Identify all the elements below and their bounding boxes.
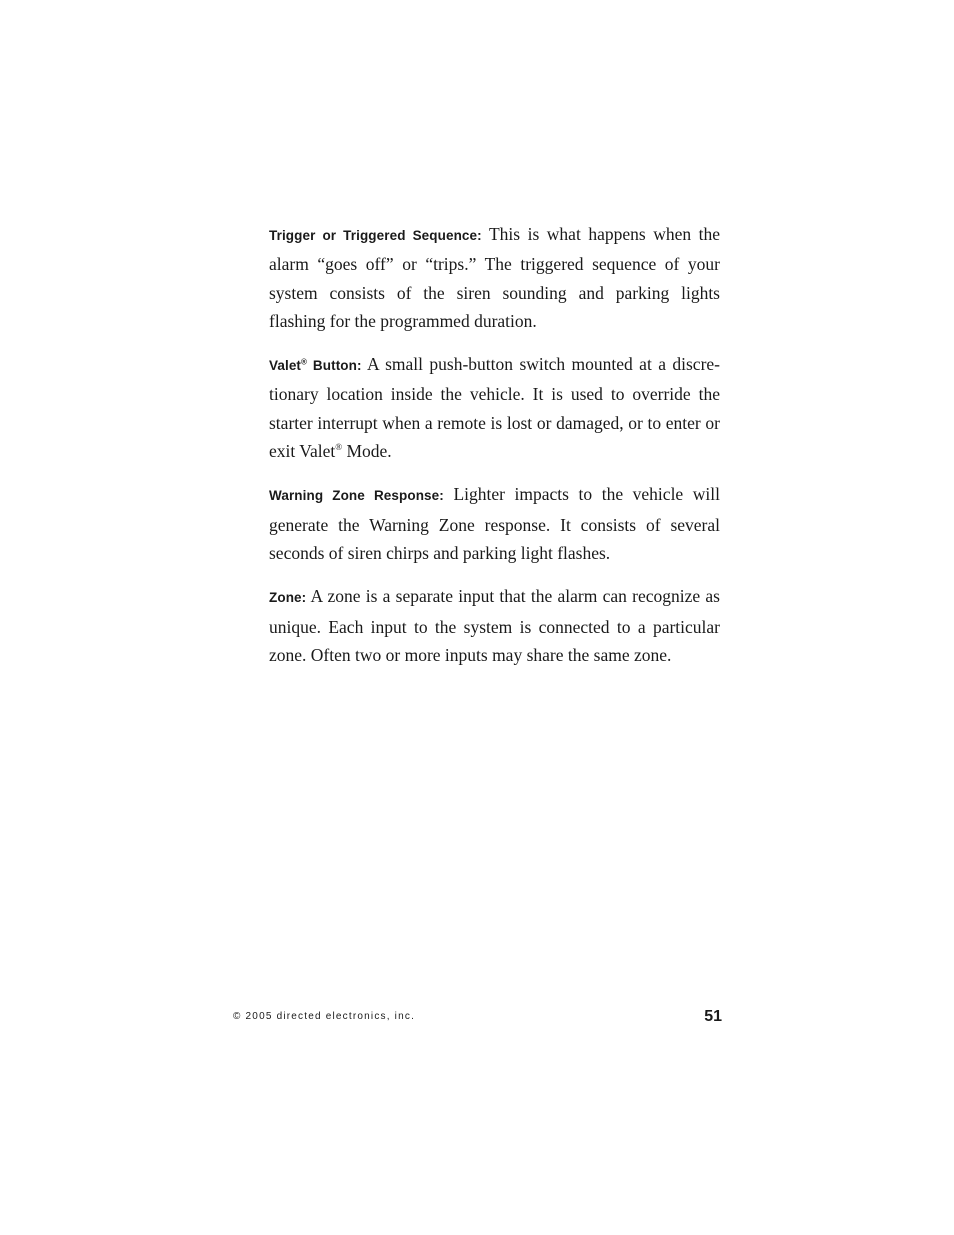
registered-mark: ® bbox=[335, 442, 343, 453]
glossary-content bbox=[269, 220, 720, 684]
glossary-term: Warning Zone Response: bbox=[269, 488, 444, 504]
glossary-definition: Lighter impacts to the vehicle will generate the Warning Zone response. It consists of several seconds of siren chirps and parking light flashes. bbox=[269, 484, 720, 563]
glossary-entry-warning-zone-response bbox=[269, 480, 720, 567]
glossary-term: Zone: bbox=[269, 590, 307, 606]
glossary-entry-zone bbox=[269, 582, 720, 669]
term-text: Button: bbox=[307, 358, 362, 374]
term-text: Valet bbox=[269, 358, 302, 374]
definition-text: Mode. bbox=[342, 441, 392, 462]
glossary-term: Trigger or Triggered Sequence: bbox=[269, 228, 482, 243]
glossary-definition: This is what happens when the alarm “goes off” or “trips.” The triggered sequence of your system consists of the siren sounding and parking lights flashing for the programmed duration. bbox=[269, 224, 721, 331]
page-number: 51 bbox=[704, 1008, 722, 1025]
glossary-term bbox=[269, 358, 362, 373]
definition-text: A small push-button switch mounted at a discretionary location inside the vehicle. It is used to override the starter interrupt when a remote is lost or damaged, or to enter or exit Valet bbox=[269, 354, 720, 462]
glossary-definition: A zone is a separate input that the alarm can recognize as unique. Each input to the system is connected to a particular zone. Often two or more inputs may share the same zone. bbox=[269, 586, 720, 665]
copyright-notice: © 2005 directed electronics, inc. bbox=[233, 1011, 416, 1022]
registered-mark: ® bbox=[301, 357, 308, 367]
glossary-entry-valet-button bbox=[269, 350, 720, 465]
glossary-entry-trigger bbox=[269, 220, 720, 335]
